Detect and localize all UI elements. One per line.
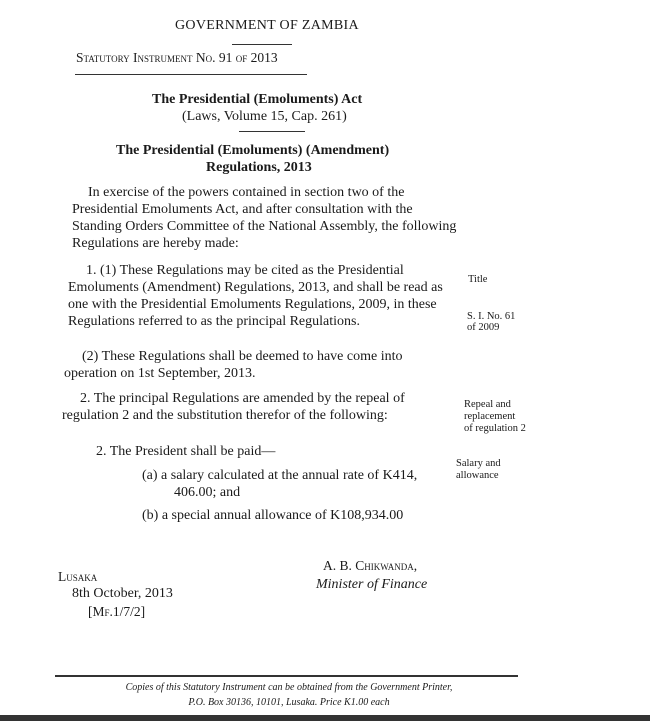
footer-line2: P.O. Box 30136, 10101, Lusaka. Price K1.00 each (188, 697, 390, 708)
signatory-name: A. B. Chikwanda, (323, 558, 418, 573)
government-heading: GOVERNMENT OF ZAMBIA (175, 18, 359, 33)
margin-note-si-ref: S. I. No. 61 (467, 311, 516, 322)
preamble-line: In exercise of the powers contained in section two of the (88, 185, 405, 200)
preamble-line: Presidential Emoluments Act, and after consultation with the (72, 202, 413, 217)
divider (232, 44, 292, 45)
signature-date: 8th October, 2013 (72, 586, 173, 601)
footer-divider (55, 675, 518, 677)
regulations-title-line1: The Presidential (Emoluments) (Amendment) (116, 143, 390, 158)
reg2-line: regulation 2 and the substitution therefor of the following: (62, 408, 388, 423)
scan-edge (0, 715, 650, 721)
new-regulation-2: 2. The President shall be paid— (96, 444, 276, 459)
margin-note-repeal: Repeal and replacement of regulation 2 (464, 399, 526, 434)
reg1-sub2-line: operation on 1st September, 2013. (64, 366, 256, 381)
reg1-line: Regulations referred to as the principal Regulations. (68, 314, 360, 329)
divider (239, 131, 305, 132)
preamble-line: Regulations are hereby made: (72, 236, 239, 251)
regulations-title-line2: Regulations, 2013 (206, 160, 312, 175)
margin-note-si-ref: of 2009 (467, 322, 500, 333)
reg2-line: 2. The principal Regulations are amended by the repeal of (80, 391, 405, 406)
margin-note-salary: Salary and allowance (456, 458, 501, 481)
reg1-line: 1. (1) These Regulations may be cited as the Presidential (86, 263, 404, 278)
divider (75, 74, 307, 75)
signatory-title: Minister of Finance (316, 577, 428, 592)
item-a-line1: (a) a salary calculated at the annual rate of K414, (142, 468, 418, 483)
margin-note-title: Title (468, 274, 488, 285)
signature-reference: [Mf.1/7/2] (88, 604, 146, 619)
footer-line1: Copies of this Statutory Instrument can be obtained from the Government Printer, (125, 682, 453, 693)
instrument-number: Statutory Instrument No. 91 of 2013 (76, 50, 278, 65)
signature-place: Lusaka (58, 569, 98, 584)
reg1-line: one with the Presidential Emoluments Regulations, 2009, in these (68, 297, 437, 312)
reg1-sub2-line: (2) These Regulations shall be deemed to have come into (82, 349, 403, 364)
item-b: (b) a special annual allowance of K108,934.00 (142, 508, 404, 523)
preamble-line: Standing Orders Committee of the National Assembly, the following (72, 219, 457, 234)
act-laws-reference: (Laws, Volume 15, Cap. 261) (182, 109, 347, 124)
reg1-line: Emoluments (Amendment) Regulations, 2013, and shall be read as (68, 280, 443, 295)
item-a-line2: 406.00; and (174, 485, 241, 500)
act-title: The Presidential (Emoluments) Act (152, 92, 363, 107)
